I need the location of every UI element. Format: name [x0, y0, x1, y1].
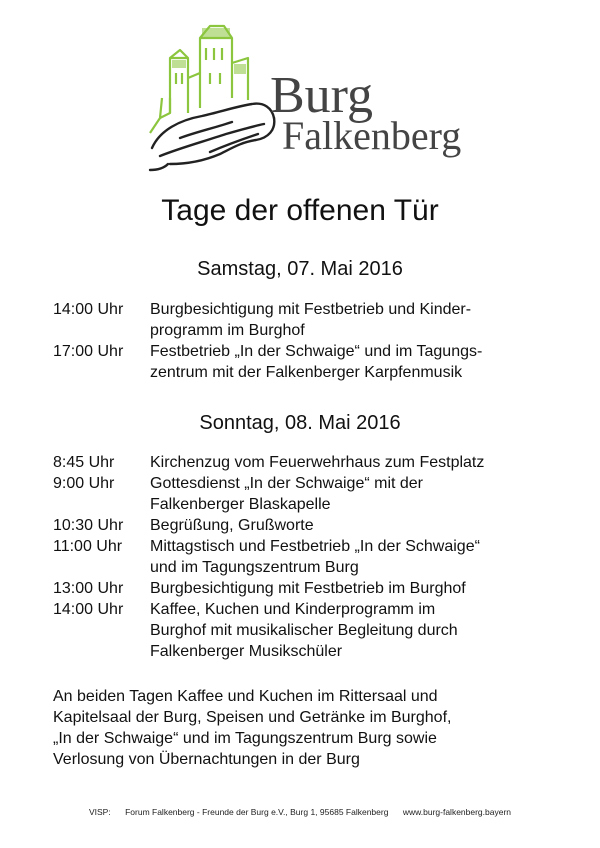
- closing-line: Verlosung von Übernachtungen in der Burg: [53, 751, 360, 768]
- footer-url: www.burg-falkenberg.bayern: [402, 807, 512, 817]
- closing-line: „In der Schwaige“ und im Tagungszentrum Burg sowie: [53, 730, 437, 747]
- page-title: Tage der offenen Tür: [161, 194, 439, 227]
- day-heading-saturday: Samstag, 07. Mai 2016: [197, 258, 403, 280]
- event-line: Gottesdienst „In der Schwaige“ mit der: [150, 475, 424, 492]
- event-time: 11:00 Uhr: [53, 538, 123, 555]
- event-time: 14:00 Uhr: [53, 301, 124, 318]
- event-time: 17:00 Uhr: [53, 343, 124, 360]
- event-line: Burgbesichtigung mit Festbetrieb im Burghof: [150, 580, 466, 597]
- event-line: und im Tagungszentrum Burg: [150, 559, 359, 576]
- event-description: [150, 578, 553, 599]
- castle-on-rock-icon: [140, 18, 290, 173]
- event-line: Mittagstisch und Festbetrieb „In der Schwaige“: [150, 538, 480, 555]
- schedule-row: [53, 536, 553, 578]
- event-line: Burgbesichtigung mit Festbetrieb und Kinder-: [150, 301, 472, 318]
- logo-text-burg: Burg: [270, 67, 374, 124]
- event-time: 10:30 Uhr: [53, 517, 124, 534]
- schedule-row: [53, 341, 553, 383]
- event-description: [150, 536, 553, 578]
- event-line: Kirchenzug vom Feuerwehrhaus zum Festplatz: [150, 454, 485, 471]
- closing-line: An beiden Tagen Kaffee und Kuchen im Rittersaal und: [53, 688, 438, 705]
- schedule-row: [53, 299, 553, 341]
- schedule-row: [53, 578, 553, 599]
- event-line: Festbetrieb „In der Schwaige“ und im Tagungs-: [150, 343, 483, 360]
- schedule-row: [53, 473, 553, 515]
- schedule-sunday: [53, 452, 553, 662]
- closing-paragraph: [53, 686, 553, 770]
- event-line: Burghof mit musikalischer Begleitung durch: [150, 622, 458, 639]
- event-description: [150, 299, 553, 341]
- event-time: 8:45 Uhr: [53, 454, 115, 471]
- closing-line: Kapitelsaal der Burg, Speisen und Getränke im Burghof,: [53, 709, 452, 726]
- event-time: 9:00 Uhr: [53, 475, 115, 492]
- event-description: [150, 341, 553, 383]
- schedule-row: [53, 599, 553, 662]
- event-line: programm im Burghof: [150, 322, 305, 339]
- event-line: Falkenberger Blaskapelle: [150, 496, 331, 513]
- schedule-row: [53, 452, 553, 473]
- event-line: zentrum mit der Falkenberger Karpfenmusik: [150, 364, 463, 381]
- event-line: Begrüßung, Grußworte: [150, 517, 314, 534]
- footer-organization: Forum Falkenberg - Freunde der Burg e.V., Burg 1, 95685 Falkenberg: [125, 807, 389, 817]
- footer-label: VISP:: [88, 807, 111, 817]
- event-description: [150, 452, 553, 473]
- event-description: [150, 515, 553, 536]
- event-time: 14:00 Uhr: [53, 601, 124, 618]
- event-description: [150, 599, 553, 662]
- day-heading-sunday: Sonntag, 08. Mai 2016: [199, 412, 401, 434]
- event-line: Kaffee, Kuchen und Kinderprogramm im: [150, 601, 436, 618]
- footer: [0, 806, 600, 818]
- event-line: Falkenberger Musikschüler: [150, 643, 343, 660]
- event-time: 13:00 Uhr: [53, 580, 124, 597]
- logo-text-falkenberg: Falkenberg: [282, 113, 462, 158]
- event-description: [150, 473, 553, 515]
- schedule-saturday: [53, 299, 553, 383]
- schedule-row: [53, 515, 553, 536]
- logo: [140, 18, 470, 173]
